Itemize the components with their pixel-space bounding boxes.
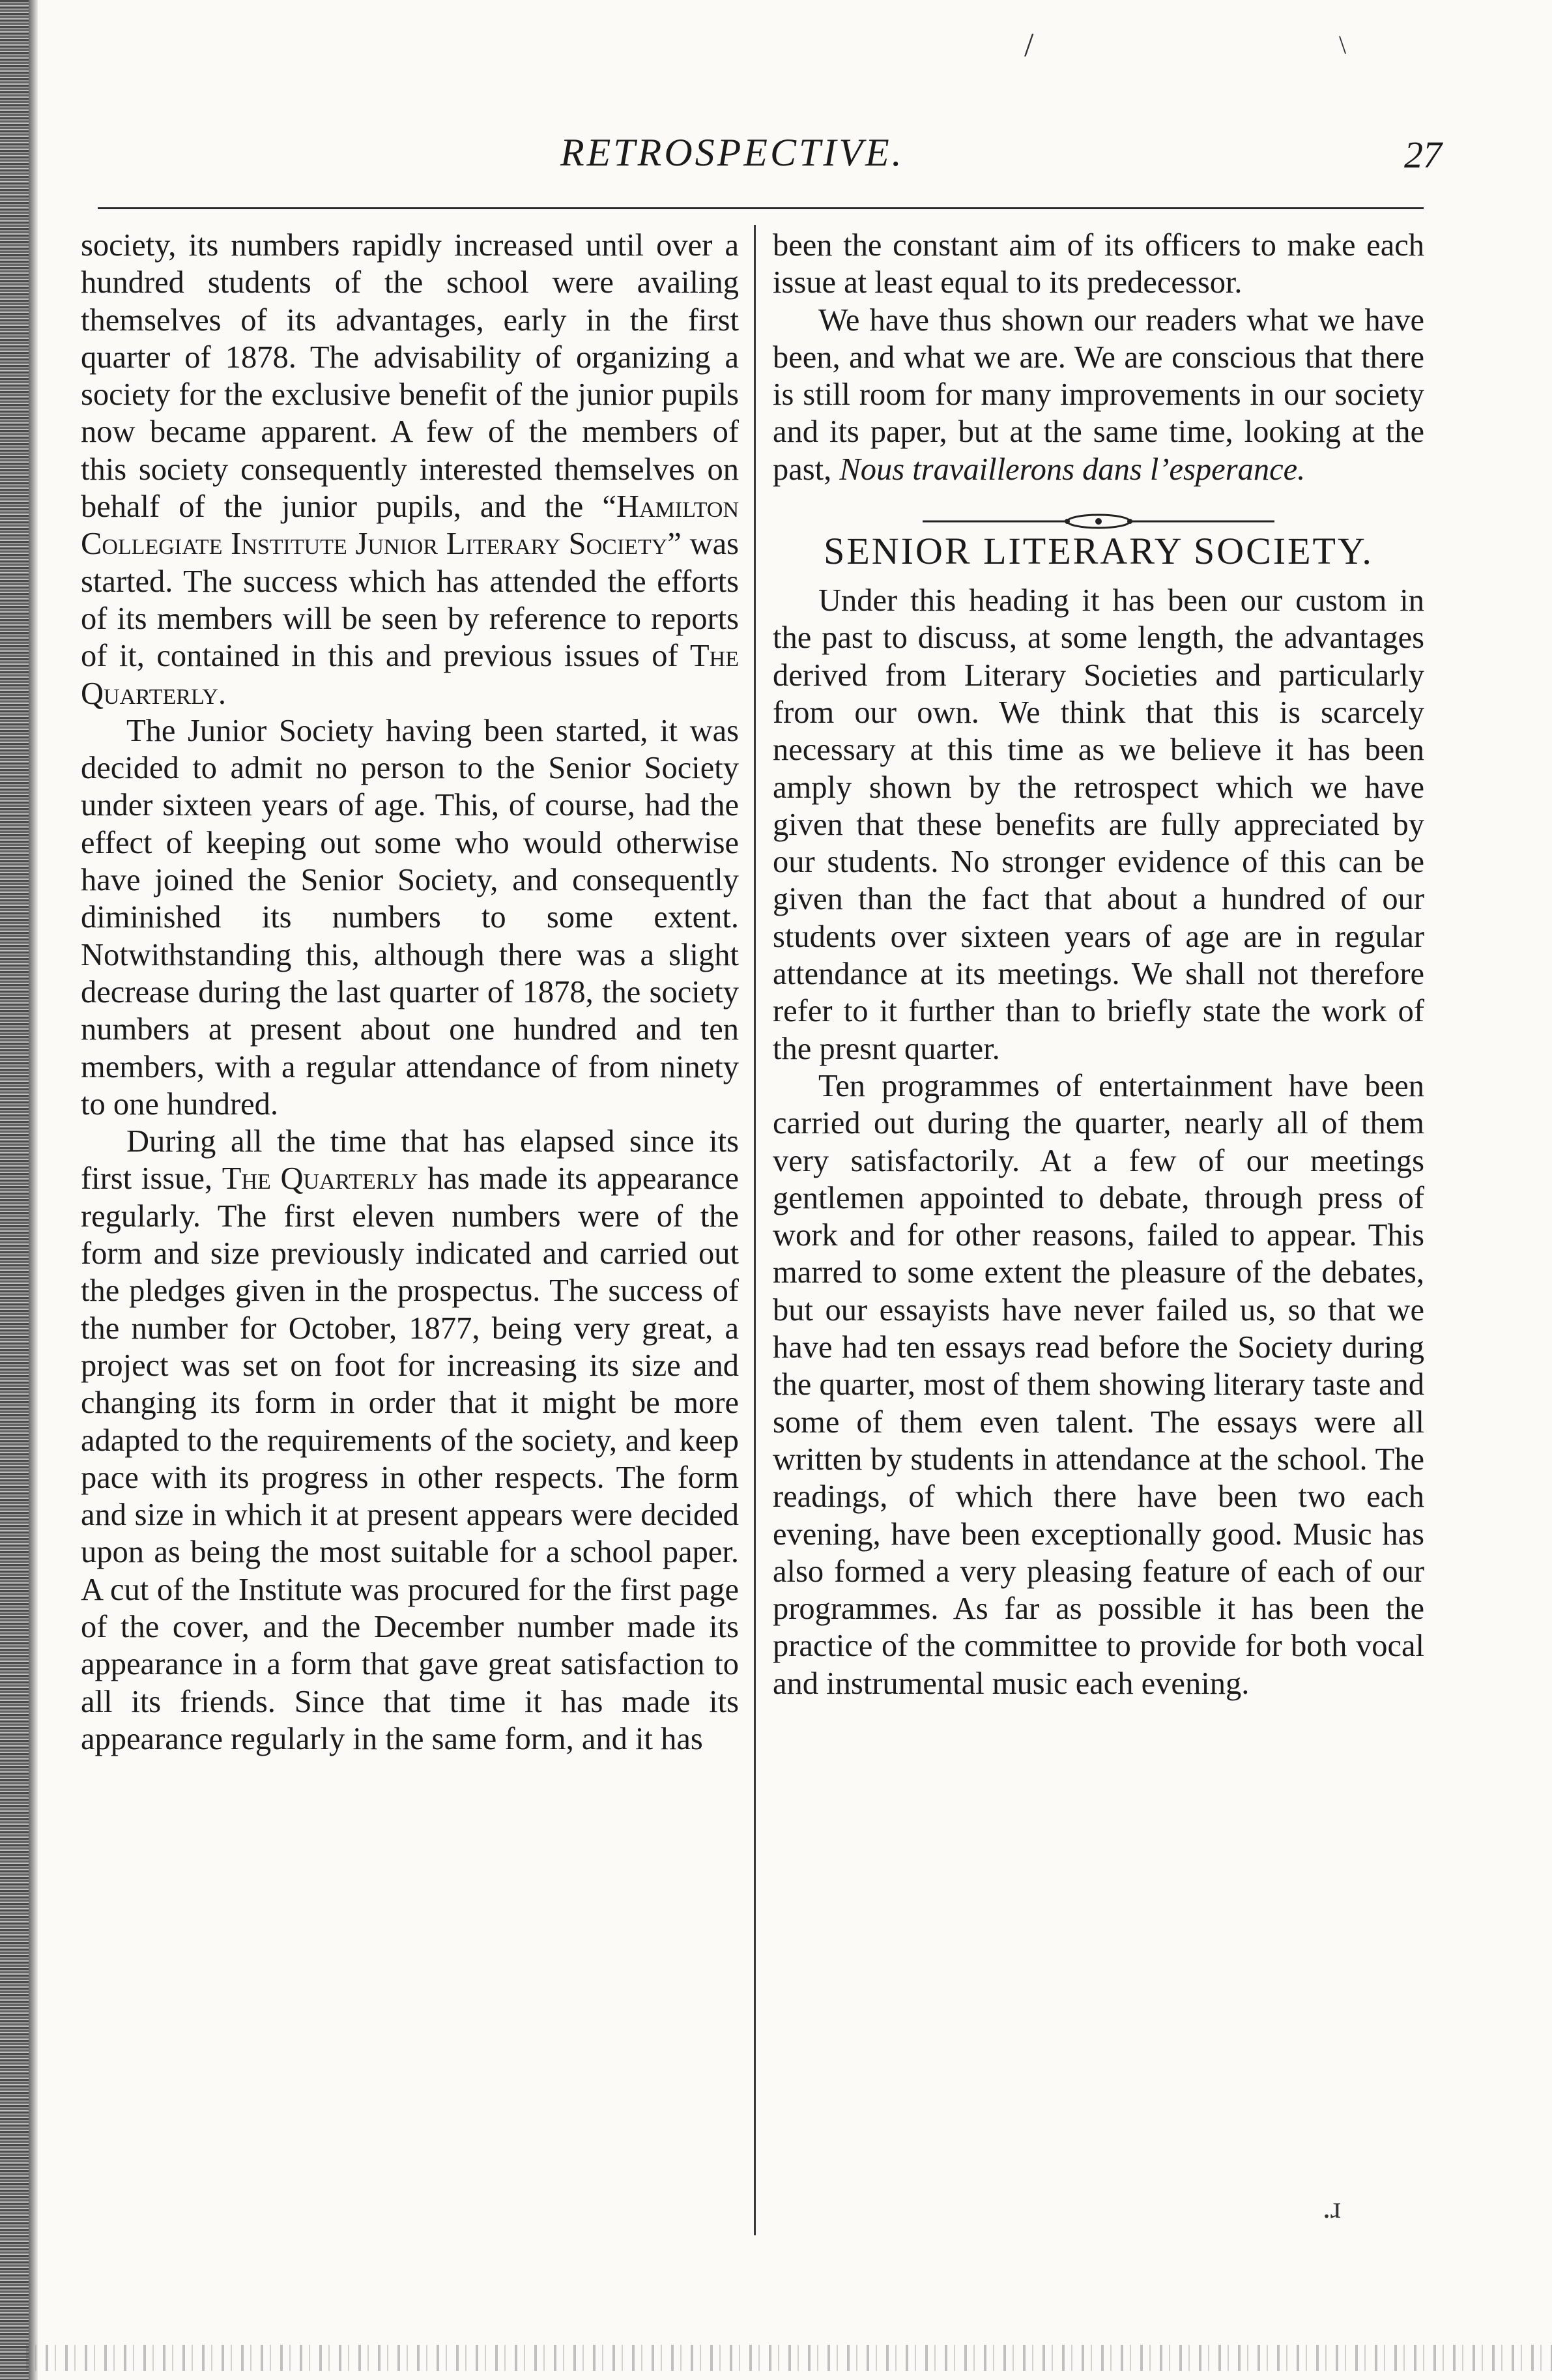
running-header-title: RETROSPECTIVE. bbox=[560, 131, 904, 174]
text-run: ” was started. The success which has attended the efforts of its members will be seen by reference to reports of it, contained in this and previous issues of bbox=[81, 527, 740, 674]
left-column bbox=[81, 227, 739, 1758]
page-binding-shadow bbox=[29, 0, 38, 2380]
right-paragraph-3: Under this heading it has been our custom in the past to discuss, at some length, the advantages derived from Literary Societies and particularly from our own. We think that this is scarcely necessary at this time as we believe it has been amply shown by the retrospect which we have given that these benefits are fully appreciated by our students. No stronger evidence of this can be given than the fact that about a hundred of our students over sixteen years of age are in regular attendance at its meetings. We shall not therefore refer to it further than to briefly state the work of the presnt quarter. bbox=[773, 583, 1424, 1066]
left-paragraph-1 bbox=[81, 227, 739, 712]
right-paragraph-2 bbox=[773, 302, 1424, 488]
right-paragraph-4: Ten programmes of entertainment have been carried out during the quarter, nearly all of them very satisfactorily. At a few of our meetings gentlemen appointed to debate, through press of work and for other reasons, failed to appear. This marred to some extent the pleasure of the debates, but our essayists have never failed us, so that we have had ten essays read before the Society during the quarter, most of them showing literary taste and some of them even talent. The essays were all written by students in attendance at the school. The readings, of which there have been two each evening, have been exceptionally good. Music has also formed a very pleasing feature of each of our programmes. As far as possible it has been the practice of the committee to provide for both vocal and instrumental music each evening. bbox=[773, 1068, 1424, 1701]
right-paragraph-1: been the constant aim of its officers to make each issue at least equal to its predecessor. bbox=[773, 228, 1424, 300]
page-binding-edge bbox=[0, 0, 29, 2380]
left-paragraph-3 bbox=[81, 1123, 739, 1758]
ornament-icon bbox=[916, 512, 1281, 531]
scan-mark-bottom: .ɹ bbox=[1323, 2190, 1341, 2225]
text-run: . bbox=[218, 676, 227, 711]
ornamental-divider bbox=[773, 502, 1424, 522]
scan-noise-bottom bbox=[26, 2345, 1552, 2371]
text-run: We have thus shown our readers what we have been, and what we are. We are conscious that there is still room for many improvements in our society and its paper, but at the same time, looking at the past, bbox=[773, 302, 1424, 487]
page-number: 27 bbox=[1404, 134, 1442, 176]
society-name: Hamilton Collegiate Institute Junior Literary Society bbox=[81, 489, 739, 562]
header-rule bbox=[98, 207, 1424, 209]
french-motto: Nous travaillerons dans l’esperance. bbox=[839, 452, 1306, 487]
text-run: society, its numbers rapidly increased until over a hundred students of the school were availing themselves of its advantages, early in the first quarter of 1878. The advisability of organizing a society for the exclusive benefit of the junior pupils now became apparent. A few of the members of this society consequently interested themselves on behalf of the junior pupils, and the “ bbox=[81, 228, 739, 525]
left-paragraph-2: The Junior Society having been started, it was decided to admit no person to the Senior Society under sixteen years of age. This, of course, had the effect of keeping out some who would otherwise have joined the Senior Society, and consequently diminished its numbers to some extent. Notwithstanding this, although there was a slight decrease during the last quarter of 1878, the society numbers at present about one hundred and ten members, with a regular attendance of from ninety to one hundred. bbox=[81, 713, 739, 1122]
text-run: has made its appearance regularly. The first eleven numbers were of the form and size previously indicated and carried out the pledges given in the prospectus. The success of the number for October, 1877, being very great, a project was set on foot for increasing its size and changing its form in order that it might be more adapted to the requirements of the society, and keep pace with its progress in other respects. The form and size in which it at present appears were decided upon as being the most suitable for a school paper. A cut of the Institute was procured for the first page of the cover, and the December number made its appearance in a form that gave great satisfaction to all its friends. Since that time it has made its appearance regularly in the same form, and it has bbox=[81, 1161, 739, 1756]
right-column bbox=[773, 227, 1424, 1702]
text-run: During all the time that has elapsed since its first issue, bbox=[81, 1124, 739, 1197]
section-heading: SENIOR LITERARY SOCIETY. bbox=[824, 530, 1373, 573]
scan-mark-top-right: \ bbox=[1339, 30, 1347, 59]
publication-name: The Quarterly bbox=[81, 639, 739, 711]
scan-mark-top-left: / bbox=[1024, 27, 1034, 64]
column-divider bbox=[754, 225, 756, 2235]
publication-name: The Quarterly bbox=[222, 1161, 418, 1197]
